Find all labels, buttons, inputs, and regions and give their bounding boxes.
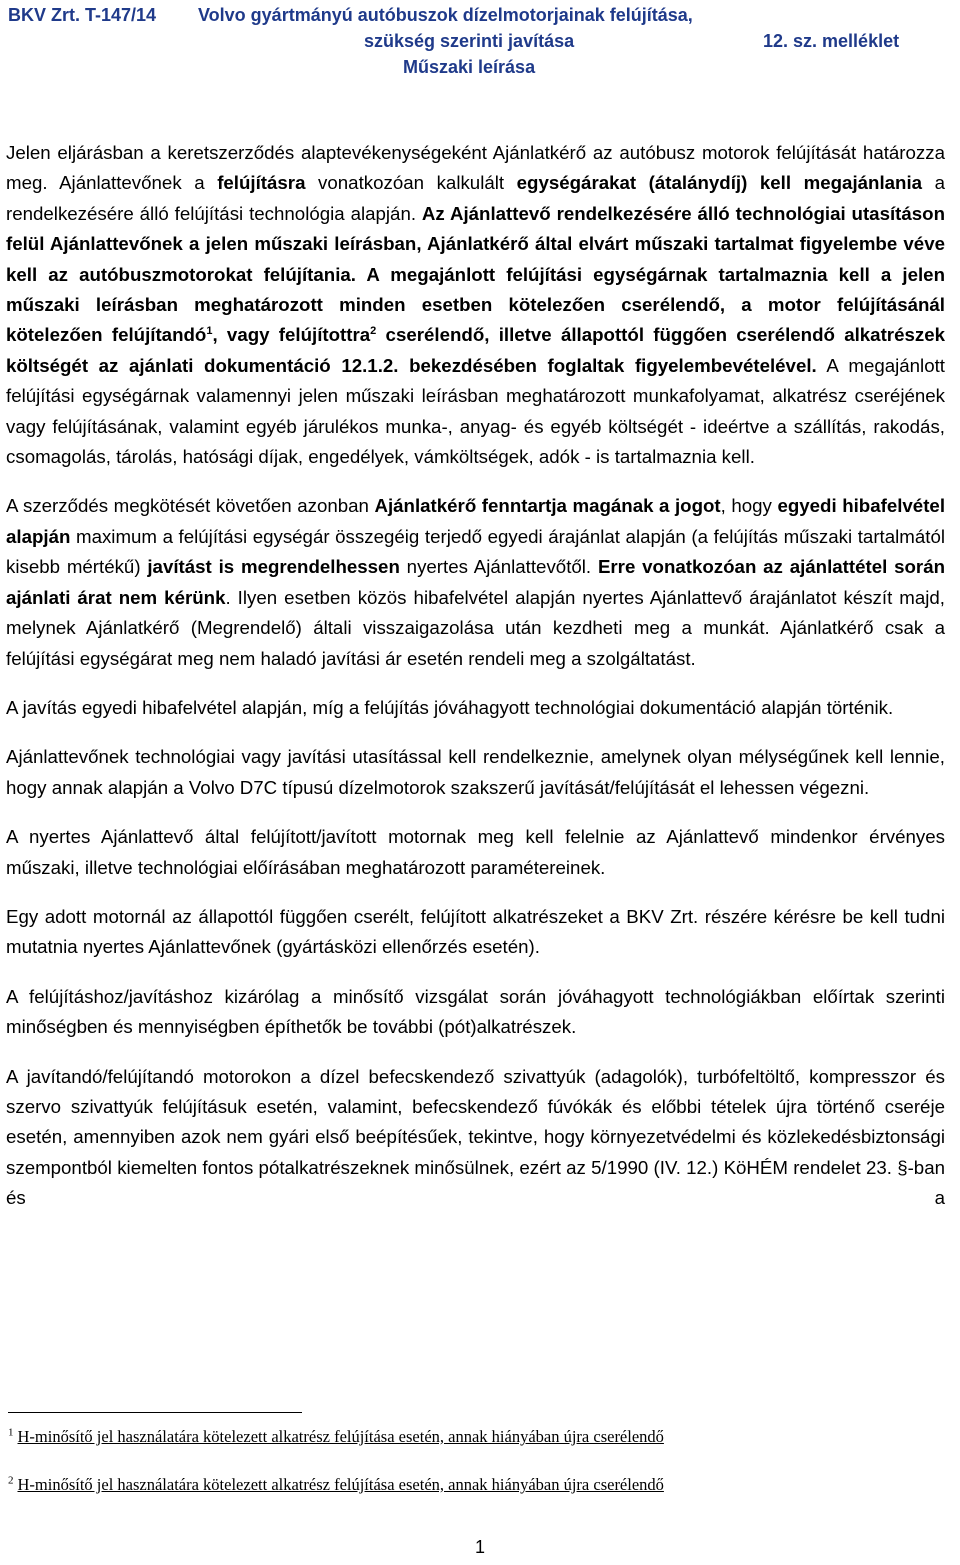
header-title-line1: Volvo gyártmányú autóbuszok dízelmotorjainak felújítása, bbox=[198, 5, 693, 25]
footnote-1-text: H-minősítő jel használatára kötelezett alkatrész felújítása esetén, annak hiányában újra cserélendő bbox=[17, 1427, 664, 1446]
paragraph-1-bold-1: felújításra bbox=[217, 172, 306, 194]
paragraph-2-text-3: maximum a felújítási egységár összegéig terjedő egyedi árajánlat alapján (a felújítás műszaki tartalmától kisebb mértékű) bbox=[6, 525, 945, 578]
paragraph-2-bold-4: Erre vonatkozóan az ajánlattétel során ajánlati árat nem kérünk bbox=[6, 556, 946, 608]
paragraph-1-text-1: Jelen eljárásban a keretszerződés alaptevékenységeként Ajánlatkérő az autóbusz motorok felújítását határozza meg. Ajánlattevőnek a bbox=[6, 142, 945, 194]
page-number: 1 bbox=[474, 1537, 485, 1557]
paragraph-1-text-2: vonatkozóan kalkulált bbox=[305, 172, 517, 194]
paragraph-2-text-5: . Ilyen esetben közös hibafelvétel alapján nyertes Ajánlattevő árajánlatot készít majd, melynek Ajánlatkérő (Megrendelő) általi visszaigazolása után kezdheti meg a munkát. Ajánlatkérő csak a felújítási egységárat meg nem haladó javítási ár esetén rendeli meg a szolgáltatást. bbox=[6, 586, 945, 669]
paragraph-6: Egy adott motornál az állapottól függően cserélt, felújított alkatrészeket a BKV Zrt. részére kérésre be kell tudni mutatnia nyertes Ajánlattevőnek (gyártásközi ellenőrzés esetén). bbox=[6, 905, 945, 958]
paragraph-2-bold-1: Ajánlatkérő fenntartja magának a jogot bbox=[374, 495, 721, 517]
paragraph-2-text-1: A szerződés megkötését követően azonban bbox=[6, 495, 375, 517]
paragraph-1-bold-3: Az Ajánlattevő rendelkezésére álló technológiai utasításon felül Ajánlattevőnek a jelen műszaki leírásban, Ajánlatkérő által elvárt műszaki tartalmat figyelembe véve kell az autóbuszmotorokat felújítania. A megajánlott felújítási egységárnak tartalmaznia kell a jelen műszaki leírásban meghatározott minden esetben kötelezően cserélendő, a motor felújításánál kötelezően felújítandó bbox=[6, 202, 945, 346]
header-title-line2: szükség szerinti javítása bbox=[364, 31, 575, 51]
paragraph-1-bold-2: egységárakat (átalánydíj) kell megajánlania bbox=[516, 172, 923, 194]
footnote-2 bbox=[8, 1475, 664, 1495]
paragraph-2-bold-2: egyedi hibafelvétel alapján bbox=[6, 495, 946, 547]
header-subtitle: Műszaki leírása bbox=[403, 57, 536, 77]
paragraph-8: A javítandó/felújítandó motorokon a dízel befecskendező szivattyúk (adagolók), turbófeltöltő, kompresszor és szervo szivattyúk felújításuk esetén, valamint, befecskendező fúvókák és előbbi tételek újra történő cseréje esetén, amennyiben azok nem gyári első beépítésűek, tekintve, hogy környezetvédelmi és közlekedésbiztonsági szempontból kiemelten fontos pótalkatrészeknek minősülnek, ezért az 5/1990 (IV. 12.) KöHÉM rendelet 23. §-ban és a bbox=[6, 1065, 945, 1209]
paragraph-1-text-4: A megajánlott felújítási egységárnak valamennyi jelen műszaki leírásban meghatározott munkafolyamat, alkatrész cseréjének vagy felújításának, valamint egyéb járulékos munka-, anyag- és egyéb költségét - ideértve a szállítás, rakodás, csomagolás, tárolás, hatósági díjak, engedélyek, vámköltségek, adók - is tartalmaznia kell. bbox=[6, 354, 945, 468]
document-body bbox=[6, 138, 945, 1214]
paragraph-4: Ajánlattevőnek technológiai vagy javítási utasítással kell rendelkeznie, amelynek olyan mélységűnek kell lennie, hogy annak alapján a Volvo D7C típusú dízelmotorok szakszerű javítását/felújítását el lehessen végezni. bbox=[6, 746, 945, 798]
paragraph-2 bbox=[6, 491, 945, 673]
paragraph-5: A nyertes Ajánlattevő által felújított/javított motornak meg kell felelnie az Ajánlattevő mindenkor érvényes műszaki, illetve technológiai előírásában meghatározott paramétereinek. bbox=[6, 826, 945, 878]
footnote-ref-2: 2 bbox=[370, 325, 377, 338]
paragraph-1-bold-5: cserélendő, illetve állapottól függően cserélendő alkatrészek költségét az ajánlati dokumentáció 12.1.2. bekezdésében foglaltak figyelembevételével. bbox=[6, 324, 945, 376]
paragraph-3: A javítás egyedi hibafelvétel alapján, míg a felújítás jóváhagyott technológiai dokumentáció alapján történik. bbox=[6, 696, 894, 718]
paragraph-2-bold-3: javítást is megrendelhessen bbox=[147, 556, 400, 578]
footnote-2-text: H-minősítő jel használatára kötelezett alkatrész felújítása esetén, annak hiányában újra cserélendő bbox=[17, 1475, 664, 1494]
paragraph-7: A felújításhoz/javításhoz kizárólag a minősítő vizsgálat során jóváhagyott technológiákban előírtak szerinti minőségben és mennyiségben építhetők be további (pót)alkatrészek. bbox=[6, 985, 945, 1038]
paragraph-1-bold-4: , vagy felújítottra bbox=[212, 324, 371, 346]
footnote-separator bbox=[8, 1412, 302, 1413]
footnote-1 bbox=[8, 1427, 664, 1447]
footnote-ref-1: 1 bbox=[206, 325, 213, 338]
paragraph-2-text-4: nyertes Ajánlattevőtől. bbox=[399, 556, 598, 578]
paragraph-1-text-3: a rendelkezésére álló felújítási technológia alapján. bbox=[6, 172, 945, 224]
header-org-ref: BKV Zrt. T-147/14 bbox=[8, 5, 157, 25]
paragraph-2-text-2: , hogy bbox=[720, 495, 778, 517]
paragraph-1 bbox=[6, 138, 945, 472]
header-annex: 12. sz. melléklet bbox=[763, 31, 900, 51]
footnote-1-mark: 1 bbox=[8, 1426, 14, 1439]
footnote-2-mark: 2 bbox=[8, 1474, 14, 1487]
